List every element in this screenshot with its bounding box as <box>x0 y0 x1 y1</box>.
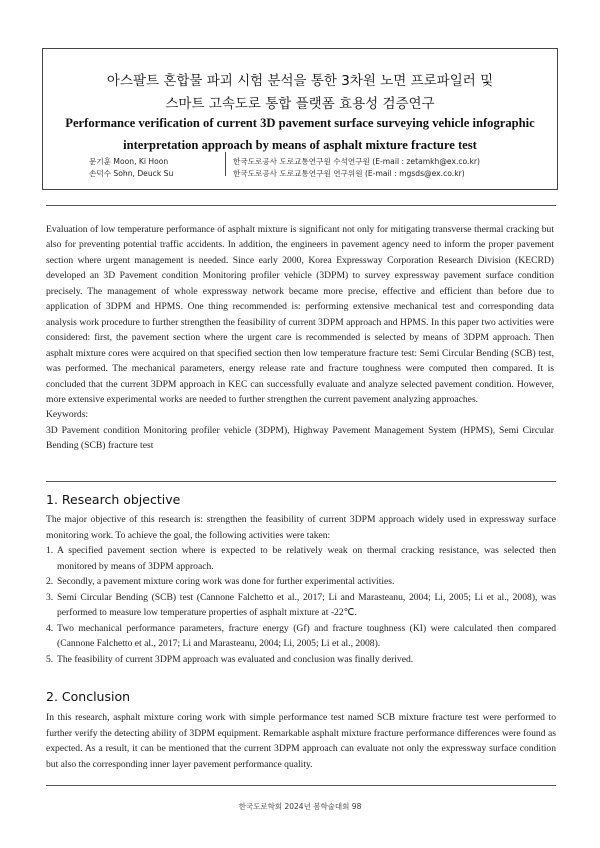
list-item: 4. Two mechanical performance parameters, fracture energy (Gf) and fracture toughness (KI) were calculated then compared (Cannone Falchetto et al., 2017; Li and Marasteanu, 2004; Li, 2005; Li et al., 2008). <box>46 622 556 649</box>
footer-rule <box>46 785 556 786</box>
abstract-top-rule <box>46 205 556 206</box>
section-heading-conclusion: 2. Conclusion <box>46 689 131 704</box>
objective-list <box>46 543 556 667</box>
keywords-text: 3D Pavement condition Monitoring profiler vehicle (3DPM), Highway Pavement Management System (HPMS), Semi Circular Bending (SCB) fracture test <box>46 424 554 452</box>
keywords-label: Keywords: <box>46 409 89 421</box>
author-name: 손덕수 Sohn, Deuck Su <box>89 169 174 178</box>
objective-intro: The major objective of this research is: strengthen the feasibility of current 3DPM approach widely used in expressway surface monitoring work. To achieve the goal, the following activities were taken: <box>46 514 556 541</box>
abstract-bottom-rule <box>46 481 556 482</box>
objective-body <box>46 512 556 667</box>
author-row <box>0 168 600 179</box>
conclusion-text: In this research, asphalt mixture coring work with simple performance test named SCB mixture fracture test were performed to further verify the detecting ability of 3DPM equipment. Remarkable asphalt mixture fracture performance differences were found as expected. As a result, it can be mentioned that the current 3DPM approach can evaluate not only the expressway surface condition but also the corresponding inner layer pavement performance quality. <box>46 712 556 770</box>
abstract-text: Evaluation of low temperature performance of asphalt mixture is significant not only for mitigating transverse thermal cracking but also for preventing potential traffic accidents. In addition, the engineers in pavement agency need to inform the proper pavement section where urgent management is needed. Since early 2000, Korea Expressway Corporation Research Division (KECRD) developed an 3D Pavement condition Monitoring profiler vehicle (3DPM) to survey expressway pavement surface condition precisely. The management of whole expressway network became more precise, effective and efficient than before due to application of 3DPM and HPMS. One thing recommended is: performing extensive mechanical test and corresponding data analysis work procedure to further strengthen the feasibility of current 3DPM approach and HPMS. In this paper two activities were considered: first, the pavement section where the urgent care is recommended is selected by means of 3DPM approach. Then asphalt mixture cores were acquired on that specified section then low temperature fracture test: Semi Circular Bending (SCB) test, was performed. The mechanical parameters, energy release rate and fracture toughness were computed then compared. It is concluded that the current 3DPM approach in KEC can successfully evaluate and analyze selected pavement condition. However, more extensive experimental works are needed to further strengthen the current pavement analyzing approaches. <box>46 224 554 405</box>
author-row <box>0 156 600 167</box>
korean-title-line1: 아스팔트 혼합물 파괴 시험 분석을 통한 3차원 노면 프로파일러 및 <box>106 73 494 89</box>
abstract <box>46 222 554 454</box>
author-name: 문기훈 Moon, Ki Hoon <box>89 157 169 166</box>
english-title-line1: Performance verification of current 3D pavement surface surveying vehicle infographic <box>65 116 535 130</box>
list-item: 3. Semi Circular Bending (SCB) test (Cannone Falchetto et al., 2017; Li and Marasteanu, 2004; Li, 2005; Li et al., 2008), was performed to measure low temperature properties of asphalt mixture at -22℃. <box>46 591 556 618</box>
korean-title-line2: 스마트 고속도로 통합 플랫폼 효용성 검증연구 <box>165 96 435 112</box>
section-heading-objective: 1. Research objective <box>46 492 181 507</box>
list-item: 2. Secondly, a pavement mixture coring work was done for further experimental activities. <box>46 576 395 587</box>
list-item: 1. A specified pavement section where is expected to be relatively weak on thermal cracking resistance, was selected then monitored by means of 3DPM approach. <box>46 545 556 572</box>
author-affiliation: 한국도로공사 도로교통연구원 수석연구원 (E-mail : zetamkh@ex.co.kr) <box>233 157 480 166</box>
page-footer: 한국도로학회 2024년 봄학술대회 98 <box>238 802 362 811</box>
author-affiliation: 한국도로공사 도로교통연구원 연구위원 (E-mail : mgsds@ex.co.kr) <box>233 169 465 178</box>
english-title-line2: interpretation approach by means of asphalt mixture fracture test <box>123 138 477 152</box>
conclusion-body <box>46 710 556 772</box>
list-item: 5. The feasibility of current 3DPM approach was evaluated and conclusion was finally derived. <box>46 653 414 665</box>
